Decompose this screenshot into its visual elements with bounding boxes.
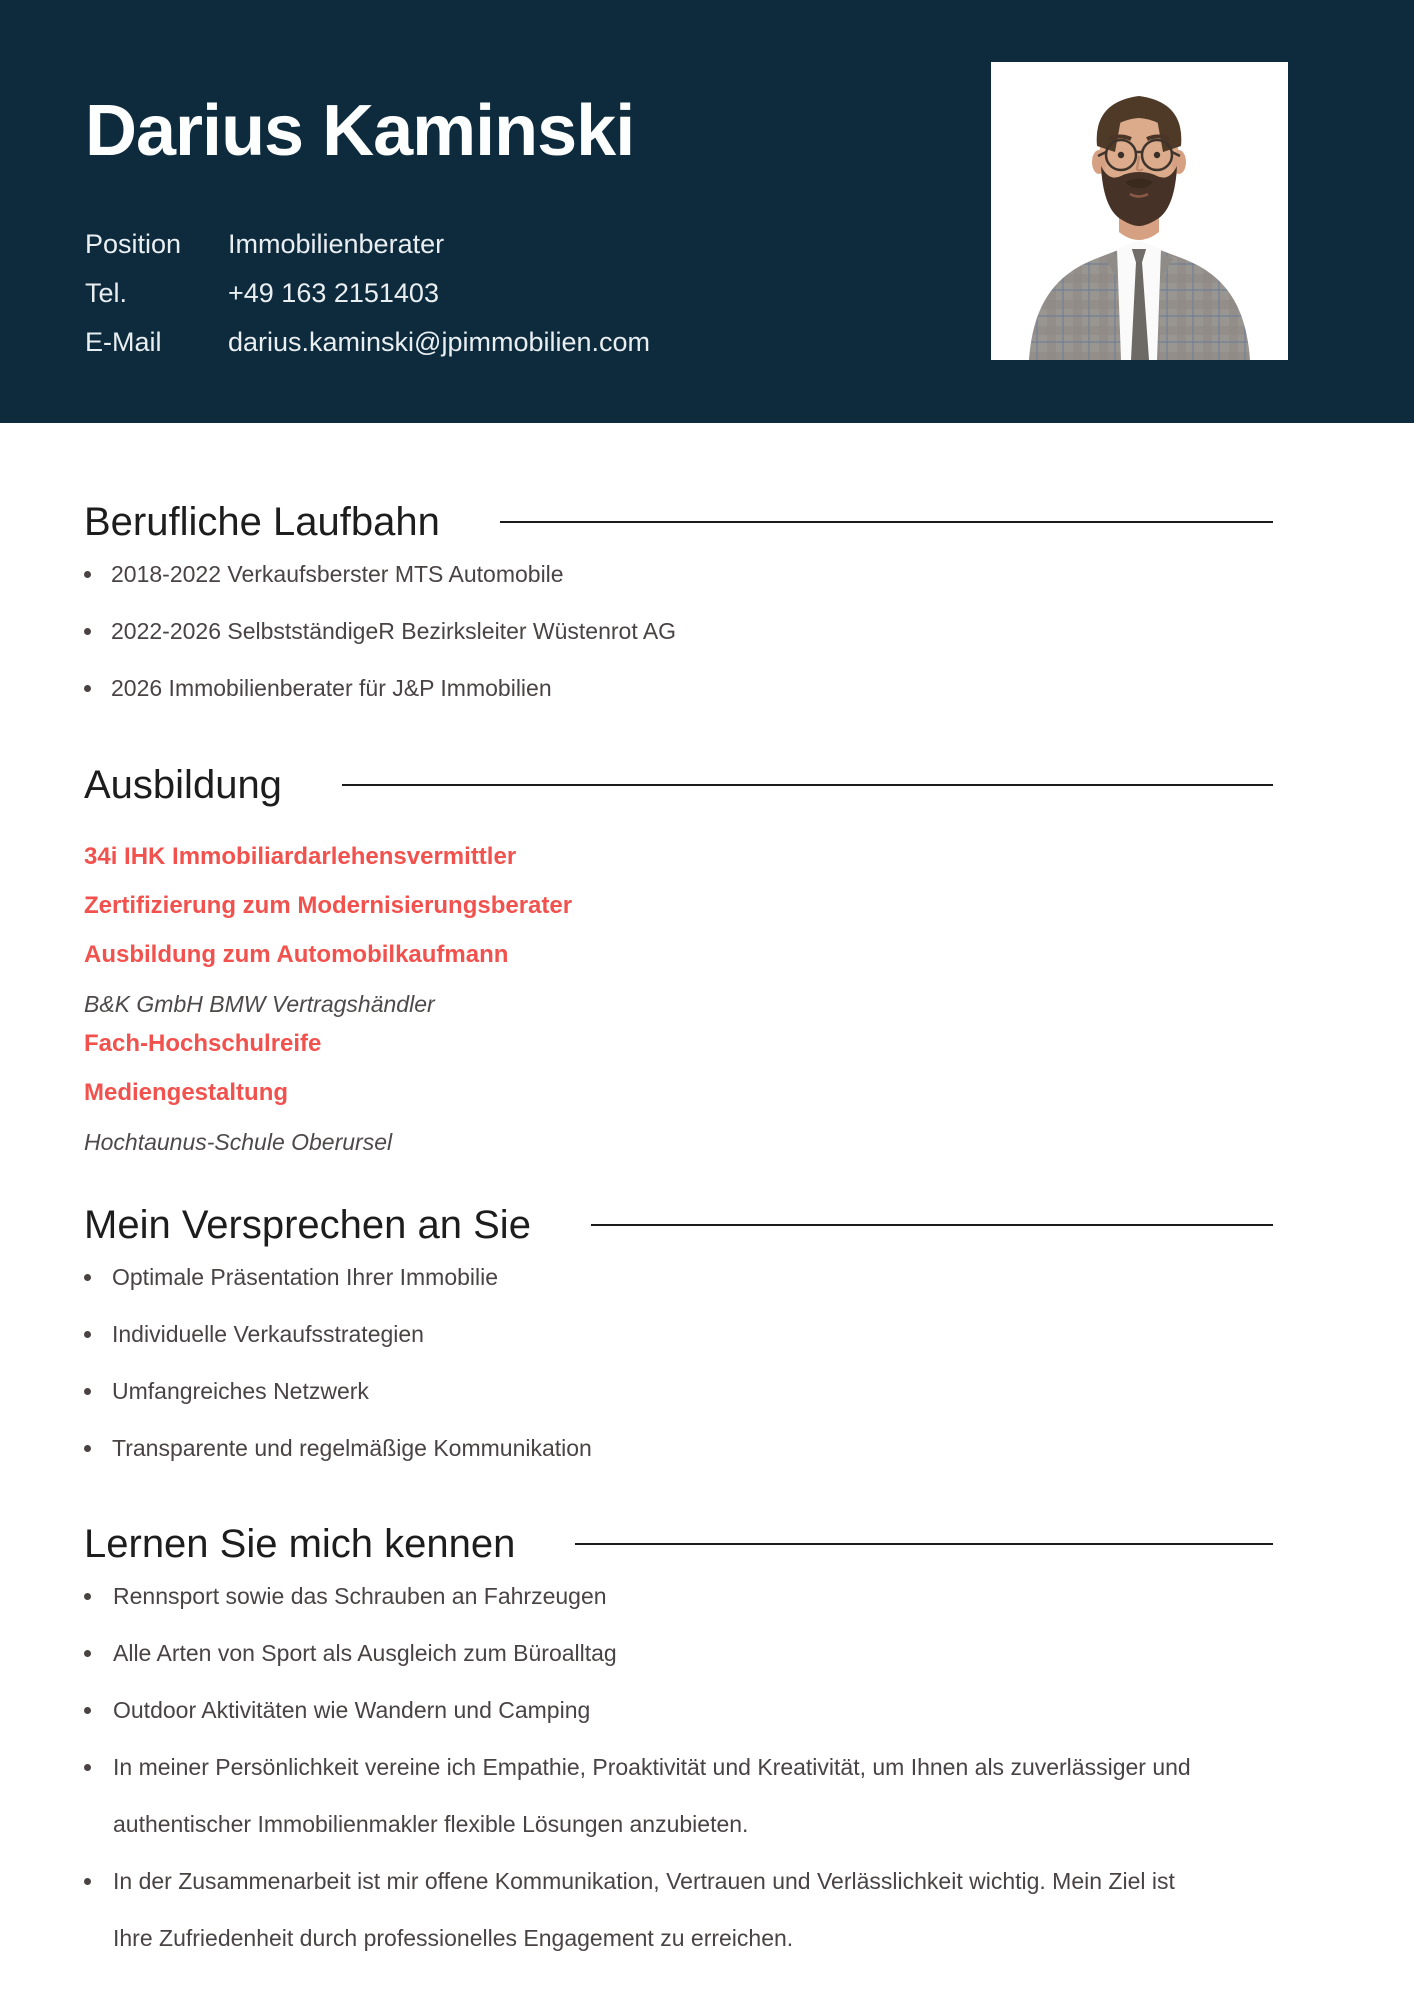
- list-item: Individuelle Verkaufsstrategien: [84, 1306, 1414, 1363]
- list-item: 2026 Immobilienberater für J&P Immobilien: [84, 660, 1414, 717]
- contact-row-position: [85, 220, 650, 269]
- education-entry: 34i IHK Immobiliardarlehensvermittler: [84, 843, 517, 870]
- about-list: [84, 1568, 1414, 1967]
- section-divider: [591, 1224, 1273, 1226]
- contact-info: [85, 220, 650, 367]
- person-name: Darius Kaminski: [85, 91, 635, 171]
- education-entry-detail: Hochtaunus-Schule Oberursel: [84, 1129, 393, 1155]
- list-item: Alle Arten von Sport als Ausgleich zum Büroalltag: [84, 1625, 1193, 1682]
- education-entry-detail: B&K GmbH BMW Vertragshändler: [84, 991, 435, 1017]
- list-item: In der Zusammenarbeit ist mir offene Kommunikation, Vertrauen und Verlässlichkeit wichtig. Mein Ziel ist Ihre Zufriedenheit durch professionelles Engagement zu erreichen.: [84, 1853, 1193, 1967]
- section-heading-row: [84, 761, 1273, 809]
- section-title-about: Lernen Sie mich kennen: [84, 1522, 516, 1566]
- list-item: In meiner Persönlichkeit vereine ich Empathie, Proaktivität und Kreativität, um Ihnen als zuverlässiger und authentischer Immobilienmakler flexible Lösungen anzubieten.: [84, 1739, 1193, 1853]
- phone-value: +49 163 2151403: [228, 278, 439, 308]
- email-value: darius.kaminski@jpimmobilien.com: [228, 327, 651, 357]
- section-divider: [500, 521, 1273, 523]
- list-item: Umfangreiches Netzwerk: [84, 1363, 1414, 1420]
- section-divider: [342, 784, 1273, 786]
- section-divider: [575, 1543, 1273, 1545]
- contact-label: Position: [85, 229, 182, 259]
- section-education: [84, 761, 1414, 1159]
- education-entry: Fach-Hochschulreife: [84, 1030, 322, 1057]
- section-heading-row: [84, 1201, 1273, 1249]
- contact-label: E-Mail: [85, 327, 162, 357]
- section-title-promise: Mein Versprechen an Sie: [84, 1203, 531, 1247]
- header: [0, 0, 1414, 423]
- section-heading-row: [84, 498, 1273, 546]
- list-item: Transparente und regelmäßige Kommunikation: [84, 1420, 1414, 1477]
- content: [0, 498, 1414, 1967]
- section-title-education: Ausbildung: [84, 763, 282, 807]
- contact-row-email: [85, 318, 650, 367]
- section-career: [84, 498, 1414, 717]
- contact-label: Tel.: [85, 278, 128, 308]
- section-title-career: Berufliche Laufbahn: [84, 500, 440, 544]
- promise-list: [84, 1249, 1414, 1477]
- section-about: [84, 1520, 1414, 1967]
- list-item: 2018-2022 Verkaufsberster MTS Automobile: [84, 546, 1414, 603]
- education-entry: Ausbildung zum Automobilkaufmann: [84, 941, 509, 968]
- education-entry: Mediengestaltung: [84, 1079, 289, 1106]
- contact-row-phone: [85, 269, 650, 318]
- career-list: [84, 546, 1414, 717]
- list-item: Outdoor Aktivitäten wie Wandern und Camping: [84, 1682, 1193, 1739]
- profile-photo: [991, 62, 1288, 360]
- section-heading-row: [84, 1520, 1273, 1568]
- education-entry: Zertifizierung zum Modernisierungsberater: [84, 892, 573, 919]
- section-promise: [84, 1201, 1414, 1477]
- education-entries: [84, 840, 1414, 1159]
- portrait-illustration: [991, 62, 1288, 360]
- position-value: Immobilienberater: [228, 229, 445, 259]
- list-item: Optimale Präsentation Ihrer Immobilie: [84, 1249, 1414, 1306]
- list-item: 2022-2026 SelbstständigeR Bezirksleiter Wüstenrot AG: [84, 603, 1414, 660]
- list-item: Rennsport sowie das Schrauben an Fahrzeugen: [84, 1568, 1193, 1625]
